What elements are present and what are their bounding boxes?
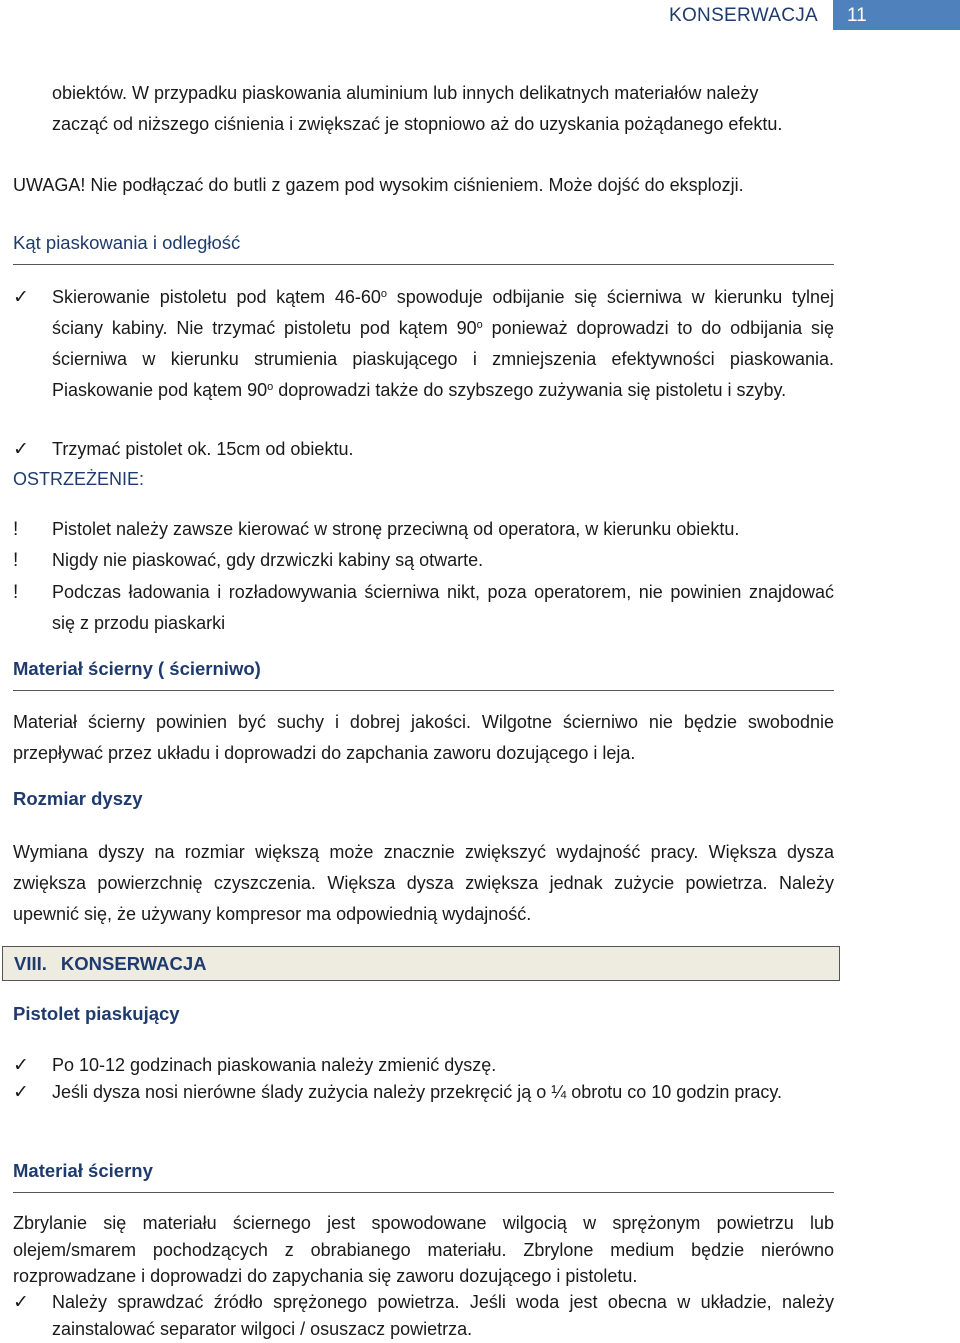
intro-line-2: zacząć od niższego ciśnienia i zwiększać je stopniowo aż do uzyskania pożądanego efektu.: [52, 114, 783, 134]
chapter-heading-box: [2, 946, 840, 981]
check-icon: ✓: [13, 1291, 29, 1313]
angle-bullet-1: [13, 282, 834, 406]
check-icon: ✓: [13, 1054, 29, 1076]
angle-bullet-2: [13, 434, 834, 465]
exclamation-icon: !: [13, 550, 19, 571]
abrasive2-bullet: [13, 1289, 834, 1343]
warning-item-2: [13, 545, 834, 576]
gun-section-heading: Pistolet piaskujący: [13, 1003, 180, 1024]
warning-heading: OSTRZEŻENIE:: [13, 469, 145, 489]
abrasive2-bullet-text: Należy sprawdzać źródło sprężonego powietrza. Jeśli woda jest obecna w układzie, należy zainstalować separator wilgoci / osuszacz powietrza.: [52, 1292, 834, 1339]
angle-section-heading: [13, 232, 834, 265]
warning-item-1-text: Pistolet należy zawsze kierować w stronę przeciwną od operatora, w kierunku obiektu.: [52, 519, 740, 539]
explosion-warning: UWAGA! Nie podłączać do butli z gazem pod wysokim ciśnieniem. Może dojść do eksplozji.: [13, 175, 744, 195]
exclamation-icon: !: [13, 519, 19, 540]
warning-item-2-text: Nigdy nie piaskować, gdy drzwiczki kabiny są otwarte.: [52, 550, 484, 570]
warning-item-3-text: Podczas ładowania i rozładowywania ścierniwa nikt, poza operatorem, nie powinien znajdować się z przodu piaskarki: [52, 582, 834, 633]
check-icon: ✓: [13, 1081, 29, 1103]
nozzle-section-text: Wymiana dyszy na rozmiar większą może znacznie zwiększyć wydajność pracy. Większa dysza zwiększa powierzchnię czyszczenia. Większa dysza zwiększa jednak zużycie powietrza. Należy upewnić się, że używany kompresor ma odpowiednią wydajność.: [13, 842, 834, 924]
gun-bullet-1: [13, 1052, 834, 1079]
abrasive-section-heading: Materiał ścierny ( ścierniwo): [13, 658, 834, 691]
running-header-title: KONSERWACJA: [669, 5, 818, 26]
angle-section-heading-text: Kąt piaskowania i odległość: [13, 232, 241, 253]
gun-bullet-2-text: Jeśli dysza nosi nierówne ślady zużycia należy przekręcić ją o ¼ obrotu co 10 godzin pracy.: [52, 1082, 783, 1102]
chapter-title: KONSERWACJA: [60, 953, 207, 974]
warning-item-3: [13, 577, 834, 639]
nozzle-section-heading: Rozmiar dyszy: [13, 788, 143, 809]
angle-bullet-1-text: Skierowanie pistoletu pod kątem 46-60$^o$ spowoduje odbijanie się ścierniwa w kierunku tylnej ściany kabiny. Nie trzymać pistoletu pod kątem 90$^o$ ponieważ doprowadzi to do odbijania się ścierniwa w kierunku strumienia piaskującego i zmniejszenia efektywności piaskowania. Piaskowanie pod kątem 90$^o$ doprowadzi także do szybszego zużywania się pistoletu i szyby.: [52, 287, 834, 400]
warning-item-1: [13, 514, 834, 545]
check-icon: ✓: [13, 286, 29, 308]
angle-bullet-2-text: Trzymać pistolet ok. 15cm od obiektu.: [52, 439, 354, 459]
gun-bullet-2: [13, 1079, 793, 1106]
page-number: 11: [833, 0, 960, 30]
abrasive2-section-text: Zbrylanie się materiału ściernego jest spowodowane wilgocią w sprężonym powietrzu lub olejem/smarem pochodzących z obrabianego materiału. Zbrylone medium będzie nierówno rozprowadzane i doprowadzi do zapychania się zaworu dozującego i pistoletu.: [13, 1213, 834, 1286]
gun-bullet-1-text: Po 10-12 godzinach piaskowania należy zmienić dyszę.: [52, 1055, 497, 1075]
abrasive-section-text: Materiał ścierny powinien być suchy i dobrej jakości. Wilgotne ścierniwo nie będzie swobodnie przepływać przez układu i doprowadzi do zapchania zaworu dozującego i leja.: [13, 712, 834, 763]
check-icon: ✓: [13, 438, 29, 460]
abrasive2-section-heading: Materiał ścierny: [13, 1160, 834, 1193]
exclamation-icon: !: [13, 582, 19, 603]
intro-line-1: obiektów. W przypadku piaskowania aluminium lub innych delikatnych materiałów należy: [52, 83, 759, 103]
chapter-number: VIII.: [14, 953, 47, 974]
